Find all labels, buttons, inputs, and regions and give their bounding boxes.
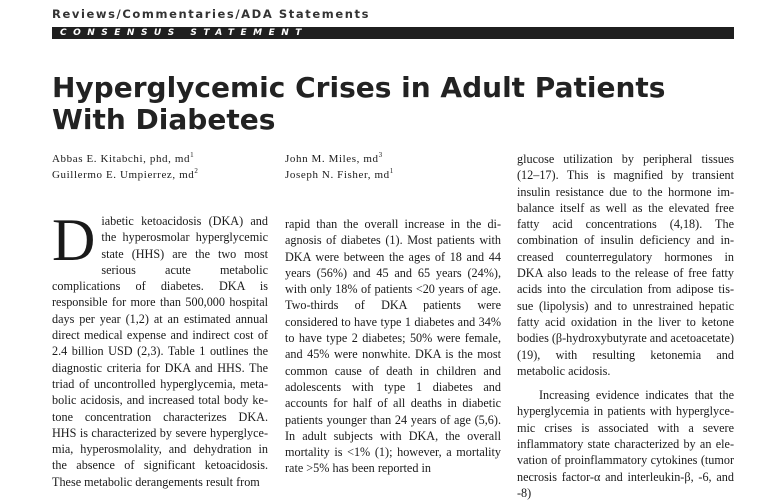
section-header: Reviews/Commentaries/ADA Statements: [52, 7, 371, 21]
inflammation-paragraph: Increasing evidence indicates that the hyperglycemia in patients with hyperglycemic crises is associated with a severe inflammatory state characterized by an elevation of proinflammatory cytokines (tumor necrosis factor-α and interleukin-β, -6, and -8): [517, 388, 734, 500]
intro-paragraph: [52, 207, 268, 490]
title-line-2: With Diabetes: [52, 103, 276, 136]
epidemiology-paragraph: rapid than the overall increase in the diagnosis of diabetes (1). Most patients with DKA were between the ages of 18 and 44 years (56%) and 45 and 65 years (24%), with only 18% of patients <20 years of age. Two-thirds of DKA patients were considered to have type 1 diabetes and 34% to have type 2 diabetes; 50% were female, and 45% were nonwhite. DKA is the most common cause of death in children and adolescents with type 1 diabetes and accounts for half of all deaths in diabetic patients younger than 24 years of age (5,6). In adult subjects with DKA, the overall mortality is <1% (1); however, a mortality rate >5% has been reported in: [285, 217, 501, 476]
body-column-3: [517, 151, 734, 501]
drop-cap: D: [52, 207, 96, 273]
author-list-left: [52, 151, 198, 183]
intro-text: iabetic ketoacidosis (DKA) and the hyperosmolar hyperglycemic state (HHS) are the two most serious acute metabolic complications of diabetes. DKA is responsible for more than 500,000 hospital days per year (1,2) at an estimated annual direct medical expense and indirect cost of 2.4 billion USD (2,3). Table 1 outlines the diagnostic criteria for DKA and HHS. The triad of uncontrolled hyperglycemia, metabolic acidosis, and increased total body ketone concentration characterizes DKA. HHS is characterized by severe hyperglycemia, hyperosmolality, and dehydration in the absence of significant ketoacidosis. These metabolic derangements result from: [52, 214, 268, 489]
author-3: John M. Miles, $md^3$: [285, 151, 383, 165]
article-title: [52, 72, 665, 136]
author-list-right: [285, 151, 394, 183]
body-column-2: [285, 216, 501, 477]
body-column-1: [52, 207, 268, 490]
author-1: Abbas E. Kitabchi, phd, $md^1$: [52, 151, 195, 165]
pathogenesis-paragraph: glucose utilization by peripheral tissues (12–17). This is magnified by transient insulin resistance due to the hormone imbalance itself as well as the elevated free fatty acid concentrations (4,18). The combination of insulin deficiency and increased counterregulatory hormones in DKA also leads to the release of free fatty acids into the circulation from adipose tissue (lipolysis) and to unrestrained hepatic fatty acid oxidation in the liver to ketone bodies (β-hydroxybutyrate and acetoacetate) (19), with resulting ketonemia and metabolic acidosis.: [517, 152, 735, 378]
consensus-statement-band: [52, 27, 734, 39]
author-2: Guillermo E. Umpierrez, $md^2$: [52, 167, 199, 181]
title-line-1: Hyperglycemic Crises in Adult Patients: [52, 71, 666, 104]
author-4: Joseph N. Fisher, $md^1$: [285, 167, 394, 181]
band-label: CONSENSUS STATEMENT: [60, 28, 308, 38]
